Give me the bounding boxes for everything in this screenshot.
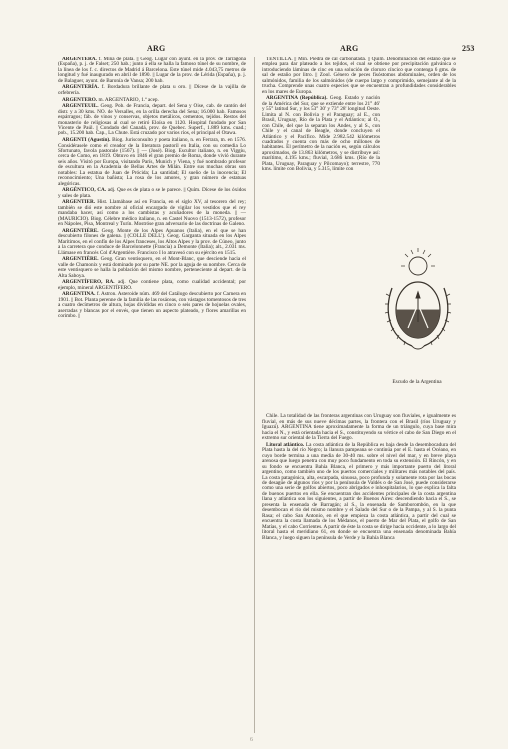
entry-headword: ARGENTI (Agustín). — [62, 137, 111, 144]
running-head-center: ARG — [340, 44, 359, 53]
wrapped-text — [262, 96, 380, 172]
dictionary-entry — [262, 57, 456, 95]
dictionary-entry — [58, 138, 246, 187]
dictionary-entry — [58, 229, 246, 256]
dictionary-entry — [262, 414, 456, 441]
entry-body: m. ARGENTARIO, 1.ª acep. — [98, 96, 159, 103]
entry-headword: ARGENTEUIL. — [62, 103, 99, 110]
entry-headword: ARGENTIER. — [62, 199, 96, 206]
entry-headword: ARGENTIÈRE. — [62, 227, 99, 234]
entry-body: f. Mina de plata. || Geog. Lugar con ayunt. en la prov. de Tarragona (España), p. j. de Falset; 250 hab.; junto á ella se halla la famoso túnel de su nombre, de la línea de los f. c. directos de Madrid á Barcelona. Este túnel mide 4.043,75 metros de longitud y fué inaugurado en abril de 1890. || Lugar de la prov. de Lérida (España), p. j. de Balaguer, ayunt. de Baronía de Vansa; 200 hab. — [58, 57, 246, 84]
right-column-top — [262, 57, 456, 95]
entry-body: adj. Que es de plata o se le parece. || Quím. Dícese de los óxidos y sales de plata. — [58, 187, 246, 199]
dictionary-entry — [58, 57, 246, 84]
entry-headword: ARGENTERA. — [62, 57, 97, 62]
right-column-bottom — [262, 414, 456, 541]
coat-of-arms-icon — [382, 98, 454, 398]
entry-headword: ARGENTIÈRE. — [62, 256, 99, 263]
entry-body: Hist. Llamábase así en Francia, en el siglo XV, al tesorero del rey; también se dió este nombre al oficial encargado de vigilar los vestidos que el rey mandaba hacer, así como a los cambistas y acuñadores de la moneda. || — (MAURICIO). Biog. Célebre médico italiano, n. en Castel Nuovo (1513-1572), profesor en Nápoles, Pisa, Montreal y Turín. Mostróse gran adversario de las doctrinas de Galeno. — [58, 199, 246, 228]
right-column — [262, 57, 456, 733]
running-head-left: ARG — [147, 44, 166, 53]
entry-body: adj. Que contiene plata, como cualidad accidental; por ejemplo, mineral ARGENTÍFERO. — [58, 279, 246, 291]
entry-body: Geog. Monte de los Alpes Apuanos (Italia), en el que se han descubierto filones de galena. || (COLLE DELL'). Geog. Garganta situada en los Alpes Marítimos, en el confín de los Alpes franceses, los Altos Alpes y la prov. de Cúneo, junto a la carretera que conduce de Barcelonnette (Francia) a Demonte (Italia); alt., 2.031 ms. Llámase en francés Col d'Argentière. Francisco I lo atravesó con su ejército en 1515. — [58, 227, 246, 256]
entry-body: TENTILLA. || Min. Piedra de cal carbonatada. || Quím. Denominación del estaño que se emplea para dar plateado a los tejidos, el cual se obtiene por precipitación galvánica o introduciendo láminas de cinc en una solución de cloruro cíncico que contenga 6 gms. de sal de estaño por litro. || Zool. Género de peces fisóstomos abdominales, orden de los salmónidos, familia de los salmónidos (de cuerpo largo y comprimido, semejante al de la trucha. Comprende unas cuatro especies que se encuentran a profundidades considerables en los mares de Europa. — [262, 57, 456, 95]
entry-headword: Litoral atlántico. — [266, 441, 305, 448]
column-rule — [254, 57, 255, 733]
entry-body: Chile. La totalidad de las fronteras argentinas con Uruguay son fluviales, e igualmente es fluvial, en más de sus nueve décimas partes, la frontera con el Brasil (ríos Uruguay y Iguazú). ARGENTINA tiene aproximadamente la forma de un triángulo, cuya base mira hacia el N., y está orientada hacia el S., constituyendo su vértice el cabo de San Diego en el extremo sur oriental de la Tierra del Fuego. — [262, 413, 456, 442]
dictionary-entry — [58, 85, 246, 96]
entry-body: Biog. Jurisconsulto y poeta italiano, n. en Ferrara, m. en 1576. Considérasele como el creador de la literatura pastoril en Italia, con su comedia Lo Sfortunato, favola pastorale (1567). || — (José). Biog. Escultor italiano, n. en Viggiu, cerca de Como, en 1819. Obtuvo en 1846 el gran premio de Roma, donde vivió durante seis años. Visitó por Europa, visitando París, Munich y Viena, y fué nombrado profesor de escultura en la Academia de Bellas Artes de Milán. Entre sus muchas obras son notables: La estatua de Juan de Prócida; La santidad; El sueño de la inocencia; El reconocimiento; Una bañista; La rosa de los amores, y gran número de estatuas alegóricas. — [58, 137, 246, 187]
dictionary-entry — [58, 280, 246, 291]
entry-body: f. Astron. Asteroide núm. 469 del Catálogo descubierto por Carnera en 1901. || Bot. Planta perenne de la familia de las rosáceas, con vástagos tomentosos de tres a cuatro decímetros de altura, hojas divididas en cinco o seis pares de hojuelas ovales, aserradas y blancas por el envés, que tienen un aspecto plateado, y flores amarillas en corimbo. || — [58, 291, 246, 320]
dictionary-entry — [58, 104, 246, 137]
dictionary-entry — [58, 292, 246, 319]
entry-body: f. Bordadura brillante de plata u oro. || Dícese de la vajilla de orfebrería. — [58, 84, 246, 96]
dictionary-entry — [262, 443, 456, 541]
entry-headword: ARGENTINA (República). — [266, 95, 328, 102]
entry-body: La costa atlántica de la República es baja desde la desembocadura del Plata hasta la del río Negro; la llanura pampeana se continúa por el E. hasta el Océano, en cuyo borde termina a una media de 30-40 ms. sobre el nivel del mar, y en breve playa arenosa que luego penetra con muy poco fundamento en toda su extensión. El Rincón, y en su fondo se encuentra Bahía Blanca, el primero y más importante puerto del litoral argentino, como también uno de los puertos comerciales y militares más notables del país. La costa patagónica, alta, escarpada, sinuosa, poco profunda y solamente rota por las bocas de desagüe de algunos ríos y por la península de Valdés o de San José, puede considerarse como una serie de golfos abiertos, poco abrigados e inhospitalarios, lo que explica la falta de buenos puertos en ella. Se encuentran dos accidentes principales de la costa argentina llana y atlántica son los siguientes, a partir de Buenos Aires: descendiendo hacia el S., se presenta la ensenada de Barragán; al S., la ensenada de Samborombón, en la que desembocan el río del mismo nombre y el Salado del Sur o de la Pampa, y al S. la punta Rasa; el cabo San Antonio, en el que empieza la costa atlántica, a partir del cual se encuentra la costa llamada de los Médanos, el puerto de Mar del Plata, el golfo de San Matías, y el cabo Corrientes. A partir de éste la costa se dirige hacia occidente, a lo largo del litoral hasta el meridiano 61, en donde se encuentra una ensenada denominada Bahía Blanca, y luego siguen la península de Verde y la Bahía Blanca — [262, 441, 456, 541]
figure-wrap — [262, 96, 456, 414]
dictionary-entry — [58, 200, 246, 227]
footer-mark: 6 — [250, 737, 253, 743]
argentina-coat-of-arms-figure — [382, 98, 454, 416]
entry-headword: ARGENTÍFERO, RA. — [62, 279, 115, 286]
entry-body: Geog. Estado y nación de la América del Sur, que se extiende entre los 21° 46' y 55° latitud Sur, y los 53° 30' y 73° 28' longitud Oeste. Limita al N. con Bolivia y el Paraguay; al E., con Brasil, Uruguay, Río de la Plata y el Atlántico; al O., con Chile, del que la separan los Andes, y al S., con Chile y el canal de Beagle, donde concluyen el Atlántico y el Pacífico. Mide 2.982.542 kilómetros cuadrados y cuenta con más de ocho millones de habitantes. El perímetro de la nación es, según cálculos aproximados, de 13.863 kilómetros, y se distribuye así: marítimo, 4.195 kms.; fluvial, 3.686 kms. (Río de la Plata, Uruguay, Paraguay y Pilcomayo); terrestre, 770 kms. límite con Bolivia, y 5.315, límite con — [262, 95, 381, 173]
entry-body: Geog. Pob. de Francia, depart. del Sena y Oise, cab. de cantón del distr. y a 30 kms. NO. de Versalles, en la orilla derecha del Sena; 16.000 hab. Famosos espárragos; fáb. de vinos y conservas, objetos metálicos, cementos, tejidos. Restos del monasterio de religiosas al cual se retiró Eloísa en 1120. Hospital fundado por San Vicente de Paúl. || Condado del Canadá, prov. de Quebec. Superf., 1.889 kms. cuad.; pob., 15.200 hab. Cap., La Chute. Está cruzado por varios ríos, el principal el Otawa. — [58, 103, 246, 137]
dictionary-entry — [58, 257, 246, 279]
page-number: 253 — [462, 44, 475, 53]
left-column — [58, 57, 246, 733]
entry-headword: ARGÉNTICO, CA. — [62, 187, 107, 194]
dictionary-entry — [58, 188, 246, 199]
entry-headword: ARGENTERÍA. — [62, 84, 99, 91]
entry-headword: ARGENTINA. — [62, 291, 96, 298]
dictionary-entry — [58, 98, 246, 103]
dictionary-entry — [262, 96, 380, 172]
figure-caption: Escudo de la Argentina — [392, 379, 442, 386]
entry-headword: ARGENTERO. — [62, 96, 98, 103]
entry-body: Geog. Gran ventisquero, en el Mont-Blanc, que desciende hacia el valle de Chamonix y está dominado por su parte NE. por la aguja de su nombre. Cerca de este ventisquero se halla la población del mismo nombre, perteneciente al depart. de la Alta Saboya. — [58, 256, 246, 279]
